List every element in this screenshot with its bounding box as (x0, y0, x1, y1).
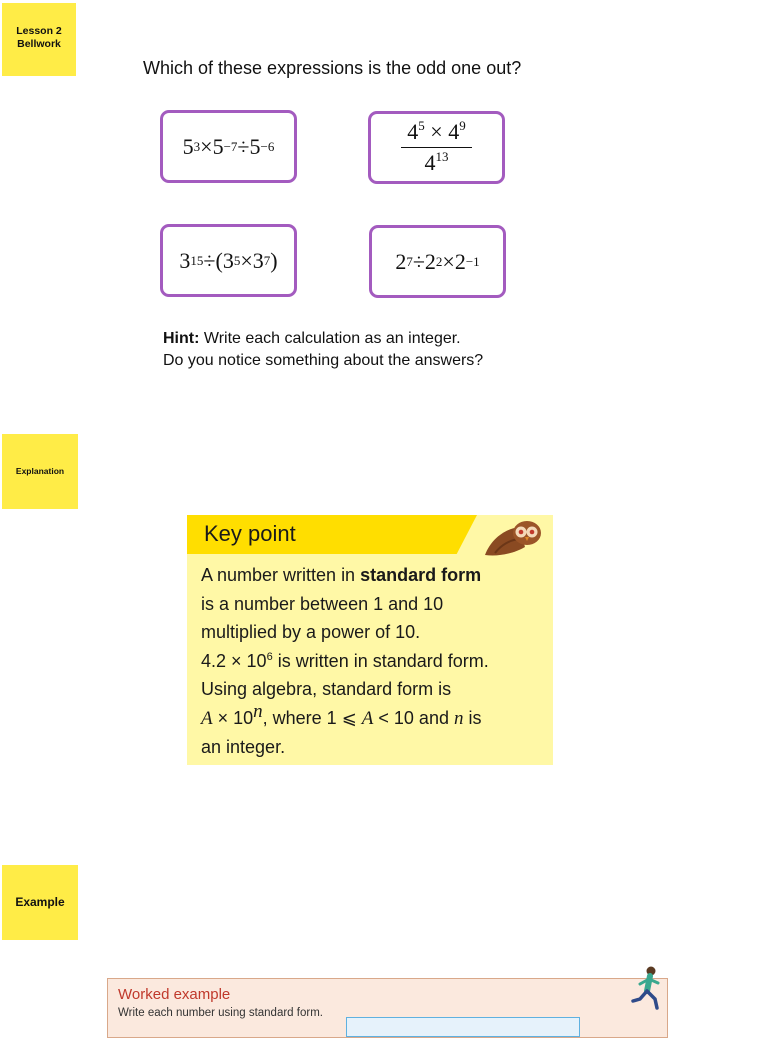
expression-card-b (368, 111, 505, 184)
owl-icon (481, 517, 543, 559)
fraction: $\frac{4^5 \times 4^9}{4^{13}}$ (401, 119, 471, 176)
runner-icon (628, 965, 668, 1011)
worked-example-title: Worked example (118, 986, 231, 1003)
expression-card-d: 2 7 ÷ 2 2 × 2 −1 (369, 225, 506, 298)
bellwork-question: Which of these expressions is the odd one out? (143, 58, 522, 78)
sticky-explanation (2, 434, 78, 509)
worked-example-subtitle: Write each number using standard form. (118, 1007, 323, 1019)
sticky-example-label: Example (15, 895, 65, 909)
worked-example-box (107, 978, 668, 1038)
hint-text: Hint: Write each calculation as an integer. Do you notice something about the answers? (163, 330, 484, 369)
expression-card-c: 3 15 ÷( 3 5 × 3 7 ) (160, 224, 297, 297)
sticky-lesson-label: Lesson 2 Bellwork (16, 25, 62, 51)
hint-label: Hint: (163, 330, 200, 347)
sticky-lesson-bellwork (2, 3, 76, 76)
worked-example-note-box (346, 1017, 580, 1037)
key-point-title: Key point (204, 521, 296, 546)
sticky-explanation-label: Explanation (15, 466, 65, 477)
sticky-example (2, 865, 78, 940)
key-point-text: A number written in standard form is a number between 1 and 10 multiplied by a power of 10. $4.2 \times 10^6$ is written in standard form. Using algebra, standard form is $A \times 10^n$, where 1 ⩽ A < 10 and n is an integer. (201, 565, 489, 757)
key-point-box (187, 515, 553, 765)
expression-card-a: 5 3 × 5 −7 ÷ 5 −6 (160, 110, 297, 183)
